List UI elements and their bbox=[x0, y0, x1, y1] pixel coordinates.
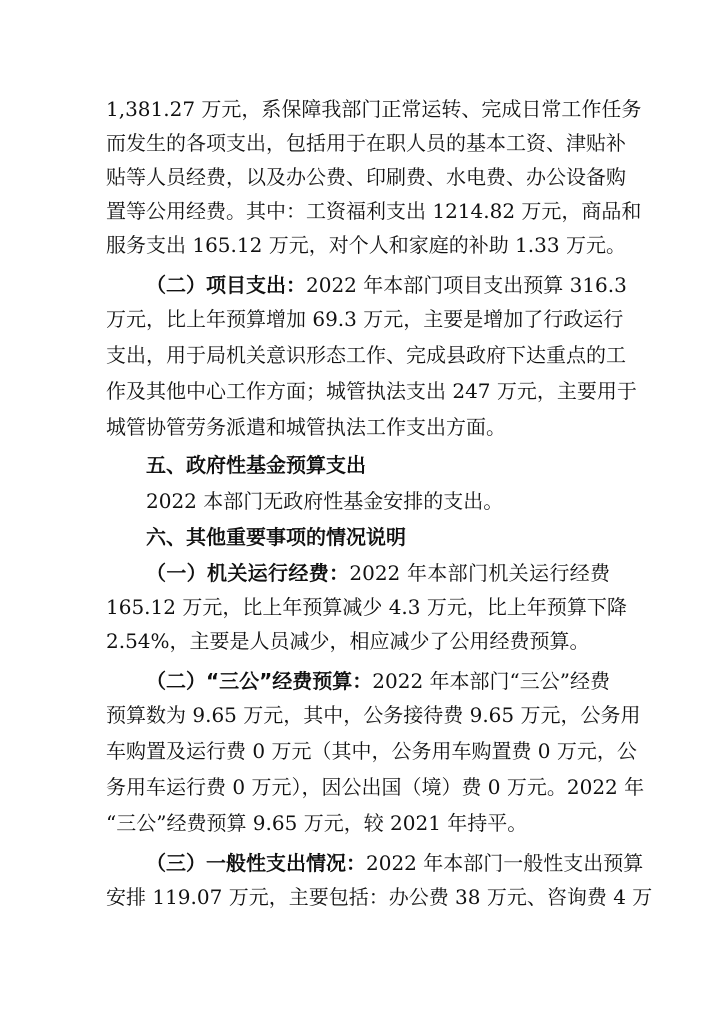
paragraph-lead: （一）机关运行经费： bbox=[146, 561, 350, 585]
paragraph-line: 1,381.27 万元，系保障我部门正常运转、完成日常工作任务 bbox=[106, 97, 642, 121]
paragraph-line: 车购置及运行费 0 万元（其中，公务用车购置费 0 万元，公 bbox=[106, 739, 637, 763]
paragraph-first-line bbox=[146, 268, 627, 302]
paragraph-first-line bbox=[146, 556, 610, 590]
paragraph-line: “三公”经费预算 9.65 万元，较 2021 年持平。 bbox=[106, 811, 528, 835]
paragraph-line: 支出，用于局机关意识形态工作、完成县政府下达重点的工 bbox=[106, 343, 626, 367]
paragraph-first-line bbox=[146, 846, 644, 880]
section-heading: 六、其他重要事项的情况说明 bbox=[146, 525, 406, 549]
paragraph-lead: （二）项目支出： bbox=[146, 273, 306, 297]
section-heading: 五、政府性基金预算支出 bbox=[146, 453, 366, 477]
paragraph-line: 2.54%，主要是人员减少，相应减少了公用经费预算。 bbox=[106, 629, 590, 653]
paragraph-lead: （三）一般性支出情况： bbox=[146, 851, 366, 875]
paragraph-line: 预算数为 9.65 万元，其中，公务接待费 9.65 万元，公务用 bbox=[106, 703, 641, 727]
paragraph-text: 2022 年本部门一般性支出预算 bbox=[366, 851, 644, 875]
paragraph-lead: （二）“三公”经费预算： bbox=[146, 669, 373, 693]
paragraph-line: 置等公用经费。其中：工资福利支出 1214.82 万元，商品和 bbox=[106, 199, 642, 223]
paragraph-text: 2022 年本部门“三公”经费 bbox=[372, 669, 611, 693]
paragraph-line: 而发生的各项支出，包括用于在职人员的基本工资、津贴补 bbox=[106, 131, 626, 155]
paragraph-text: 2022 年本部门项目支出预算 316.3 bbox=[306, 273, 627, 297]
paragraph-line: 城管协管劳务派遣和城管执法工作支出方面。 bbox=[106, 415, 506, 439]
paragraph-text: 2022 年本部门机关运行经费 bbox=[349, 561, 610, 585]
paragraph-line: 务用车运行费 0 万元），因公出国（境）费 0 万元。2022 年 bbox=[106, 775, 645, 799]
paragraph-first-line bbox=[146, 664, 610, 698]
paragraph-line: 万元，比上年预算增加 69.3 万元，主要是增加了行政运行 bbox=[106, 307, 624, 331]
paragraph-line: 服务支出 165.12 万元，对个人和家庭的补助 1.33 万元。 bbox=[106, 233, 626, 257]
paragraph-line: 安排 119.07 万元，主要包括：办公费 38 万元、咨询费 4 万 bbox=[106, 885, 653, 909]
paragraph-line: 作及其他中心工作方面；城管执法支出 247 万元，主要用于 bbox=[106, 379, 637, 403]
paragraph-line: 2022 本部门无政府性基金安排的支出。 bbox=[146, 489, 504, 513]
paragraph-line: 贴等人员经费，以及办公费、印刷费、水电费、办公设备购 bbox=[106, 165, 626, 189]
paragraph-line: 165.12 万元，比上年预算减少 4.3 万元，比上年预算下降 bbox=[106, 595, 627, 619]
